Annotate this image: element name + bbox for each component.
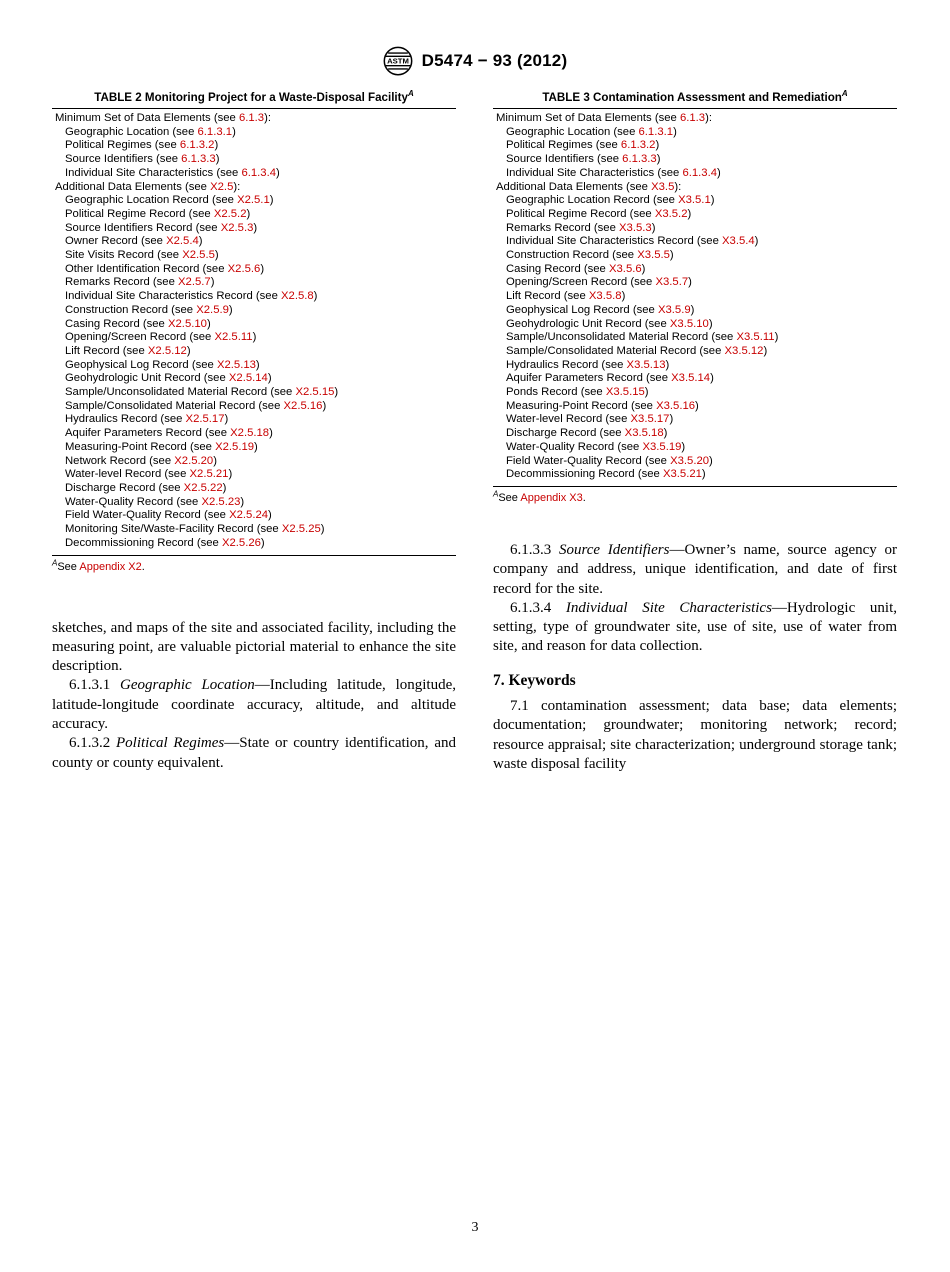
paragraph bbox=[52, 734, 456, 773]
row-label: Geographic Location Record (see bbox=[65, 194, 238, 207]
table-rows bbox=[493, 109, 897, 487]
italic-text-run: Source Identifiers bbox=[558, 541, 670, 558]
row-label: Hydraulics Record (see bbox=[506, 358, 627, 371]
row-suffix: ) bbox=[710, 372, 714, 385]
table-row bbox=[493, 331, 897, 345]
paragraph bbox=[493, 541, 897, 599]
row-label: Additional Data Elements (see bbox=[496, 180, 652, 193]
table-row bbox=[52, 386, 456, 400]
table-title bbox=[52, 91, 456, 109]
table-row bbox=[52, 441, 456, 455]
cross-reference-link[interactable]: X2.5.26 bbox=[221, 536, 261, 549]
text-run: sketches, and maps of the site and associated facility, including the measuring point, are valuable pictorial material to enhance the site description. bbox=[52, 619, 456, 675]
row-label: Sample/Consolidated Material Record (see bbox=[65, 399, 284, 412]
table-row bbox=[52, 194, 456, 208]
table-row bbox=[52, 235, 456, 249]
row-label: Geophysical Log Record (see bbox=[506, 303, 658, 316]
table-row bbox=[52, 372, 456, 386]
row-label: Construction Record (see bbox=[506, 249, 638, 262]
row-suffix: ) bbox=[665, 358, 670, 371]
row-label: Geographic Location (see bbox=[506, 125, 639, 138]
cross-reference-link[interactable]: X2.5.4 bbox=[166, 235, 199, 248]
row-suffix: ) bbox=[708, 317, 713, 330]
row-suffix: ) bbox=[269, 194, 274, 207]
cross-reference-link[interactable]: X2.5.25 bbox=[281, 523, 321, 536]
table-row bbox=[52, 509, 456, 523]
row-suffix: ) bbox=[240, 495, 245, 508]
row-suffix: ) bbox=[214, 139, 219, 152]
row-label: Network Record (see bbox=[65, 454, 175, 467]
table-row bbox=[493, 304, 897, 318]
cross-reference-link[interactable]: X2.5.17 bbox=[185, 413, 225, 426]
table-row bbox=[52, 153, 456, 167]
row-label: Other Identification Record (see bbox=[65, 262, 228, 275]
paragraph bbox=[493, 599, 897, 657]
cross-reference-link[interactable]: 6.1.3.4 bbox=[682, 166, 717, 179]
table-row bbox=[52, 413, 456, 427]
row-label: Remarks Record (see bbox=[506, 221, 620, 234]
cross-reference-link[interactable]: X3.5.12 bbox=[724, 344, 764, 357]
italic-text-run: Political Regimes bbox=[116, 735, 225, 752]
astm-logo-text: ASTM bbox=[386, 56, 409, 66]
row-suffix: ) bbox=[681, 440, 686, 453]
footnote-period: . bbox=[582, 491, 586, 504]
table-row bbox=[493, 441, 897, 455]
row-suffix: ) bbox=[621, 290, 626, 303]
paragraph bbox=[52, 676, 456, 734]
cross-reference-link[interactable]: 6.1.3.4 bbox=[241, 166, 276, 179]
row-suffix: ) bbox=[709, 454, 713, 467]
table-row bbox=[493, 181, 897, 195]
row-suffix: ): bbox=[674, 180, 682, 193]
row-suffix: ) bbox=[663, 427, 668, 440]
cross-reference-link[interactable]: X2.5.21 bbox=[189, 468, 229, 481]
row-suffix: ) bbox=[655, 139, 660, 152]
cross-reference-link[interactable]: X2.5.24 bbox=[229, 509, 269, 522]
cross-reference-link[interactable]: X2.5.11 bbox=[214, 331, 253, 344]
row-label: Geohydrologic Unit Record (see bbox=[506, 317, 670, 330]
row-suffix: ) bbox=[641, 262, 646, 275]
cross-reference-link[interactable]: X3.5.17 bbox=[630, 413, 670, 426]
italic-text-run: Individual Site Characteristics bbox=[565, 599, 772, 616]
table-row bbox=[52, 331, 456, 345]
row-label: Source Identifiers Record (see bbox=[65, 221, 221, 234]
row-label: Field Water-Quality Record (see bbox=[65, 509, 230, 522]
row-suffix: ) bbox=[688, 276, 692, 289]
cross-reference-link[interactable]: X3.5.8 bbox=[588, 290, 622, 303]
row-label: Aquifer Parameters Record (see bbox=[65, 427, 231, 440]
cross-reference-link[interactable]: X2.5.13 bbox=[216, 358, 256, 371]
page-number: 3 bbox=[471, 1220, 479, 1235]
cross-reference-link[interactable]: X3.5 bbox=[651, 180, 675, 193]
row-label: Remarks Record (see bbox=[65, 276, 179, 289]
row-suffix: ) bbox=[669, 413, 674, 426]
cross-reference-link[interactable]: 6.1.3.1 bbox=[638, 125, 674, 138]
row-suffix: ) bbox=[210, 276, 215, 289]
row-label: Political Regime Record (see bbox=[65, 207, 214, 220]
row-label: Monitoring Site/Waste-Facility Record (see bbox=[65, 523, 282, 536]
table-row bbox=[493, 468, 897, 482]
table-row bbox=[493, 126, 897, 140]
table-row bbox=[52, 276, 456, 290]
cross-reference-link[interactable]: X2.5.23 bbox=[201, 495, 241, 508]
row-suffix: ) bbox=[214, 249, 219, 262]
row-label: Sample/Unconsolidated Material Record (see bbox=[65, 386, 296, 399]
footnote-text: See bbox=[57, 560, 80, 573]
table-row bbox=[493, 139, 897, 153]
text-run: 6.1.3.2 bbox=[69, 735, 117, 752]
row-label: Lift Record (see bbox=[65, 344, 148, 357]
row-label: Hydraulics Record (see bbox=[65, 413, 186, 426]
cross-reference-link[interactable]: X2.5.6 bbox=[227, 262, 261, 275]
text-run: —Owner’s name, source agency or company and address, unique identification, and date of first record for the site. bbox=[493, 541, 897, 597]
row-label: Water-level Record (see bbox=[506, 413, 631, 426]
row-label: Measuring-Point Record (see bbox=[65, 440, 216, 453]
row-label: Casing Record (see bbox=[65, 317, 168, 330]
table-row bbox=[493, 290, 897, 304]
row-suffix: ) bbox=[252, 331, 257, 344]
row-suffix: ) bbox=[651, 221, 656, 234]
cross-reference-link[interactable]: X3.5.11 bbox=[736, 331, 775, 344]
cross-reference-link[interactable]: X3.5.3 bbox=[619, 221, 652, 234]
text-run: 6.1.3.1 bbox=[69, 677, 121, 694]
cross-reference-link[interactable]: X2.5.22 bbox=[183, 481, 223, 494]
table-row bbox=[493, 372, 897, 386]
cross-reference-link[interactable]: X3.5.13 bbox=[626, 358, 666, 371]
row-label: Discharge Record (see bbox=[506, 427, 625, 440]
row-label: Opening/Screen Record (see bbox=[506, 276, 656, 289]
row-suffix: ) bbox=[334, 386, 339, 399]
row-suffix: ) bbox=[260, 536, 265, 549]
table-row bbox=[493, 153, 897, 167]
table-row bbox=[52, 139, 456, 153]
row-suffix: ) bbox=[215, 153, 220, 166]
right-column bbox=[493, 91, 897, 774]
table-row bbox=[493, 208, 897, 222]
table-row bbox=[52, 304, 456, 318]
row-suffix: ) bbox=[246, 207, 251, 220]
cross-reference-link[interactable]: X2.5.19 bbox=[215, 440, 255, 453]
cross-reference-link[interactable]: X3.5.21 bbox=[662, 468, 702, 481]
table-rows bbox=[52, 109, 456, 556]
text-run: —Hydrologic unit, setting, type of groundwater site, use of site, use of water from site, and reason for data collection. bbox=[493, 599, 897, 655]
row-suffix: ) bbox=[206, 317, 211, 330]
table-footnote bbox=[52, 557, 456, 573]
row-suffix: ) bbox=[656, 153, 661, 166]
table-row bbox=[52, 126, 456, 140]
row-suffix: ) bbox=[222, 481, 227, 494]
text-run: —State or country identification, and county or county equivalent. bbox=[52, 735, 456, 771]
row-label: Individual Site Characteristics (see bbox=[506, 166, 683, 179]
table-row bbox=[52, 263, 456, 277]
row-label: Minimum Set of Data Elements (see bbox=[496, 112, 680, 124]
row-suffix: ) bbox=[687, 207, 692, 220]
row-suffix: ) bbox=[186, 344, 191, 357]
cross-reference-link[interactable]: 6.1.3 bbox=[679, 112, 706, 124]
table-row bbox=[52, 167, 456, 181]
row-suffix: ) bbox=[710, 194, 715, 207]
row-label: Sample/Unconsolidated Material Record (see bbox=[506, 331, 737, 344]
cross-reference-link[interactable]: X2.5.2 bbox=[213, 207, 247, 220]
row-suffix: ) bbox=[198, 235, 203, 248]
footnote-text: See bbox=[498, 491, 521, 504]
cross-reference-link[interactable]: X3.5.15 bbox=[605, 386, 645, 399]
row-suffix: ) bbox=[276, 166, 280, 179]
table-row bbox=[52, 359, 456, 373]
row-suffix: ) bbox=[254, 440, 258, 453]
cross-reference-link[interactable]: X3.5.6 bbox=[608, 262, 642, 275]
left-column bbox=[52, 91, 456, 774]
row-suffix: ) bbox=[690, 303, 695, 316]
row-suffix: ) bbox=[228, 303, 233, 316]
cross-reference-link[interactable]: 6.1.3 bbox=[238, 112, 265, 124]
table-row bbox=[493, 263, 897, 277]
row-label: Political Regimes (see bbox=[506, 139, 621, 152]
footnote-superscript: A bbox=[52, 557, 58, 567]
cross-reference-link[interactable]: X2.5.3 bbox=[220, 221, 254, 234]
cross-reference-link[interactable]: X3.5.20 bbox=[670, 454, 710, 467]
row-suffix: ): bbox=[705, 112, 713, 124]
row-suffix: ) bbox=[213, 454, 217, 467]
row-label: Water-Quality Record (see bbox=[506, 440, 643, 453]
row-label: Minimum Set of Data Elements (see bbox=[55, 112, 239, 124]
row-suffix: ) bbox=[232, 125, 236, 138]
cross-reference-link[interactable]: X3.5.10 bbox=[669, 317, 709, 330]
astm-logo-icon bbox=[383, 46, 413, 76]
row-label: Political Regimes (see bbox=[65, 139, 180, 152]
cross-reference-link[interactable]: X2.5.16 bbox=[283, 399, 323, 412]
row-suffix: ) bbox=[644, 386, 649, 399]
cross-reference-link[interactable]: 6.1.3.3 bbox=[181, 153, 216, 166]
cross-reference-link[interactable]: X3.5.19 bbox=[642, 440, 682, 453]
text-run: 6.1.3.3 bbox=[510, 541, 559, 558]
table-2-monitoring-project bbox=[52, 91, 456, 573]
table-row bbox=[493, 427, 897, 441]
cross-reference-link[interactable]: X2.5.10 bbox=[167, 317, 207, 330]
table-row bbox=[52, 455, 456, 469]
cross-reference-link[interactable]: X3.5.2 bbox=[654, 207, 688, 220]
table-row bbox=[52, 468, 456, 482]
table-title-text: TABLE 3 Contamination Assessment and Remediation bbox=[542, 91, 842, 104]
cross-reference-link[interactable]: X3.5.9 bbox=[657, 303, 691, 316]
row-label: Geophysical Log Record (see bbox=[65, 358, 217, 371]
table-row bbox=[493, 167, 897, 181]
row-suffix: ) bbox=[754, 235, 759, 248]
cross-reference-link[interactable]: X3.5.14 bbox=[671, 372, 711, 385]
table-row bbox=[52, 523, 456, 537]
row-label: Individual Site Characteristics Record (see bbox=[506, 235, 722, 248]
row-label: Source Identifiers (see bbox=[506, 153, 623, 166]
cross-reference-link[interactable]: X2.5.20 bbox=[174, 454, 214, 467]
table-title-text: TABLE 2 Monitoring Project for a Waste-Disposal Facility bbox=[94, 91, 408, 104]
cross-reference-link[interactable]: 6.1.3.2 bbox=[179, 139, 215, 152]
text-run: 6.1.3.4 bbox=[510, 599, 566, 616]
row-suffix: ) bbox=[268, 509, 272, 522]
row-suffix: ) bbox=[269, 427, 273, 440]
table-title bbox=[493, 91, 897, 109]
row-suffix: ) bbox=[253, 221, 258, 234]
cross-reference-link[interactable]: X2.5.9 bbox=[196, 303, 229, 316]
row-label: Individual Site Characteristics Record (see bbox=[65, 290, 281, 303]
cross-reference-link[interactable]: X3.5.4 bbox=[722, 235, 755, 248]
row-label: Geographic Location Record (see bbox=[506, 194, 679, 207]
cross-reference-link[interactable]: 6.1.3.1 bbox=[197, 125, 233, 138]
cross-reference-link[interactable]: 6.1.3.3 bbox=[622, 153, 657, 166]
table-row bbox=[493, 222, 897, 236]
row-suffix: ) bbox=[701, 468, 706, 481]
row-label: Decommissioning Record (see bbox=[506, 468, 663, 481]
cross-reference-link[interactable]: X2.5.1 bbox=[237, 194, 270, 207]
row-suffix: ) bbox=[320, 523, 325, 536]
table-row bbox=[52, 222, 456, 236]
row-label: Political Regime Record (see bbox=[506, 207, 655, 220]
cross-reference-link[interactable]: X3.5.7 bbox=[655, 276, 689, 289]
row-suffix: ): bbox=[233, 180, 241, 193]
document-header bbox=[0, 0, 950, 76]
paragraph bbox=[52, 619, 456, 677]
cross-reference-link[interactable]: X2.5.7 bbox=[178, 276, 211, 289]
table-row bbox=[493, 345, 897, 359]
table-row bbox=[52, 427, 456, 441]
cross-reference-link[interactable]: X2.5.5 bbox=[182, 249, 215, 262]
cross-reference-link[interactable]: X3.5.16 bbox=[656, 399, 696, 412]
row-label: Discharge Record (see bbox=[65, 481, 184, 494]
row-suffix: ) bbox=[695, 399, 699, 412]
table-title-superscript: A bbox=[841, 89, 848, 99]
cross-reference-link[interactable]: X3.5.18 bbox=[624, 427, 664, 440]
table-row bbox=[493, 413, 897, 427]
table-row bbox=[52, 208, 456, 222]
table-row bbox=[493, 276, 897, 290]
table-row bbox=[52, 537, 456, 551]
cross-reference-link[interactable]: X3.5.5 bbox=[637, 249, 670, 262]
cross-reference-link[interactable]: X2.5.12 bbox=[147, 344, 187, 357]
row-suffix: ): bbox=[264, 112, 272, 124]
row-label: Sample/Consolidated Material Record (see bbox=[506, 344, 725, 357]
table-footnote bbox=[493, 489, 897, 504]
table-title-superscript: A bbox=[407, 89, 414, 99]
table-row bbox=[493, 249, 897, 263]
cross-reference-link[interactable]: X2.5.8 bbox=[281, 290, 314, 303]
cross-reference-link[interactable]: X2.5.14 bbox=[228, 372, 268, 385]
row-label: Ponds Record (see bbox=[506, 386, 606, 399]
table-row bbox=[493, 400, 897, 414]
cross-reference-link[interactable]: X3.5.1 bbox=[678, 194, 711, 207]
row-label: Measuring-Point Record (see bbox=[506, 399, 657, 412]
table-row bbox=[493, 359, 897, 373]
row-label: Opening/Screen Record (see bbox=[65, 331, 215, 344]
document-number: D5474 − 93 (2012) bbox=[421, 51, 568, 70]
table-row bbox=[493, 455, 897, 469]
cross-reference-link[interactable]: X2.5.15 bbox=[295, 386, 335, 399]
row-label: Additional Data Elements (see bbox=[55, 180, 211, 193]
table-row bbox=[493, 194, 897, 208]
table-row bbox=[52, 290, 456, 304]
row-label: Geohydrologic Unit Record (see bbox=[65, 372, 229, 385]
row-suffix: ) bbox=[313, 290, 318, 303]
row-label: Individual Site Characteristics (see bbox=[65, 166, 242, 179]
row-suffix: ) bbox=[669, 249, 674, 262]
appendix-link[interactable]: Appendix X3 bbox=[520, 491, 583, 504]
text-run: —Including latitude, longitude, latitude-longitude coordinate accuracy, altitude, and altitude accuracy. bbox=[52, 677, 456, 732]
section-heading: 7. Keywords bbox=[493, 671, 576, 689]
row-suffix: ) bbox=[763, 344, 768, 357]
row-suffix: ) bbox=[228, 468, 233, 481]
footnote-period: . bbox=[141, 560, 145, 573]
row-suffix: ) bbox=[774, 331, 779, 344]
table-row bbox=[493, 112, 897, 126]
row-label: Water-level Record (see bbox=[65, 468, 190, 481]
row-label: Aquifer Parameters Record (see bbox=[506, 372, 672, 385]
row-label: Field Water-Quality Record (see bbox=[506, 454, 671, 467]
paragraph bbox=[493, 697, 897, 774]
table-row bbox=[52, 181, 456, 195]
row-suffix: ) bbox=[717, 166, 721, 179]
row-label: Lift Record (see bbox=[506, 290, 589, 303]
table-row bbox=[52, 400, 456, 414]
row-label: Owner Record (see bbox=[65, 235, 167, 248]
two-column-layout bbox=[52, 91, 897, 774]
table-row bbox=[493, 318, 897, 332]
table-3-contamination-assessment bbox=[493, 91, 897, 504]
row-label: Casing Record (see bbox=[506, 262, 609, 275]
row-label: Geographic Location (see bbox=[65, 125, 198, 138]
row-label: Source Identifiers (see bbox=[65, 153, 182, 166]
table-row bbox=[52, 482, 456, 496]
cross-reference-link[interactable]: 6.1.3.2 bbox=[620, 139, 656, 152]
appendix-link[interactable]: Appendix X2 bbox=[79, 560, 142, 573]
row-suffix: ) bbox=[255, 358, 260, 371]
right-column-text bbox=[493, 541, 897, 774]
row-label: Construction Record (see bbox=[65, 303, 197, 316]
row-suffix: ) bbox=[267, 372, 272, 385]
table-row bbox=[493, 386, 897, 400]
row-label: Site Visits Record (see bbox=[65, 249, 183, 262]
row-suffix: ) bbox=[322, 399, 327, 412]
table-row bbox=[52, 112, 456, 126]
text-run: 7.1 contamination assessment; data base; data elements; documentation; groundwater; monitoring network; record; resource appraisal; site characterization; underground storage tank; waste disposal facility bbox=[493, 698, 897, 772]
row-suffix: ) bbox=[224, 413, 229, 426]
footnote-superscript: A bbox=[493, 489, 499, 499]
cross-reference-link[interactable]: X2.5 bbox=[210, 180, 234, 193]
left-column-text bbox=[52, 619, 456, 773]
table-row bbox=[52, 249, 456, 263]
cross-reference-link[interactable]: X2.5.18 bbox=[230, 427, 270, 440]
row-label: Decommissioning Record (see bbox=[65, 536, 222, 549]
row-suffix: ) bbox=[260, 262, 265, 275]
table-row bbox=[52, 496, 456, 510]
row-suffix: ) bbox=[673, 125, 677, 138]
table-row bbox=[52, 318, 456, 332]
table-row bbox=[493, 235, 897, 249]
row-label: Water-Quality Record (see bbox=[65, 495, 202, 508]
italic-text-run: Geographic Location bbox=[120, 677, 255, 694]
table-row bbox=[52, 345, 456, 359]
